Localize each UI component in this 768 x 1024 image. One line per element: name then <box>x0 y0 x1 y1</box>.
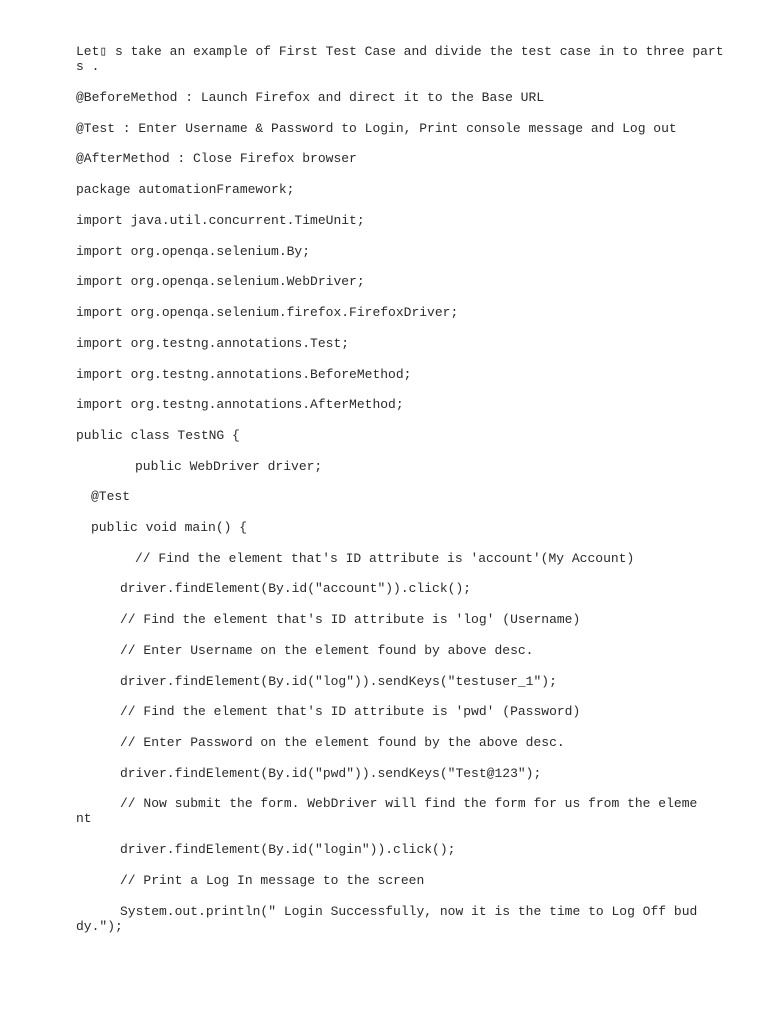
code-statement: driver.findElement(By.id("login")).click(); <box>120 842 456 857</box>
code-comment: // Find the element that's ID attribute is 'log' (Username) <box>120 612 581 627</box>
code-statement: driver.findElement(By.id("log")).sendKeys("testuser_1"); <box>120 674 557 689</box>
import-line: import org.testng.annotations.AfterMethod; <box>76 397 404 412</box>
code-comment: // Now submit the form. WebDriver will find the form for us from the eleme <box>120 796 698 811</box>
import-line: import org.testng.annotations.Test; <box>76 336 350 351</box>
code-statement: driver.findElement(By.id("pwd")).sendKeys("Test@123"); <box>120 766 542 781</box>
field-declaration: public WebDriver driver; <box>135 459 323 474</box>
import-line: import org.openqa.selenium.WebDriver; <box>76 274 365 289</box>
code-comment-continued: nt <box>76 811 92 826</box>
import-line: import org.testng.annotations.BeforeMethod; <box>76 367 412 382</box>
intro-text-line-continued: s . <box>76 59 100 74</box>
code-comment: // Enter Password on the element found by the above desc. <box>120 735 565 750</box>
code-comment: // Find the element that's ID attribute is 'pwd' (Password) <box>120 704 581 719</box>
code-comment: // Print a Log In message to the screen <box>120 873 425 888</box>
code-statement: driver.findElement(By.id("account")).click(); <box>120 581 472 596</box>
after-method-description: @AfterMethod : Close Firefox browser <box>76 151 357 166</box>
code-statement: System.out.println(" Login Successfully, now it is the time to Log Off bud <box>120 904 698 919</box>
test-description: @Test : Enter Username & Password to Login, Print console message and Log out <box>76 121 677 136</box>
before-method-description: @BeforeMethod : Launch Firefox and direct it to the Base URL <box>76 90 545 105</box>
code-comment: // Find the element that's ID attribute is 'account'(My Account) <box>135 551 635 566</box>
test-annotation: @Test <box>91 489 131 504</box>
method-declaration: public void main() { <box>91 520 248 535</box>
import-line: import org.openqa.selenium.By; <box>76 244 311 259</box>
intro-text-line: Let▯ s take an example of First Test Case and divide the test case in to three part <box>76 44 724 59</box>
import-line: import org.openqa.selenium.firefox.FirefoxDriver; <box>76 305 459 320</box>
code-comment: // Enter Username on the element found by above desc. <box>120 643 534 658</box>
class-declaration: public class TestNG { <box>76 428 240 443</box>
package-declaration: package automationFramework; <box>76 182 295 197</box>
code-statement-continued: dy."); <box>76 919 123 934</box>
import-line: import java.util.concurrent.TimeUnit; <box>76 213 365 228</box>
